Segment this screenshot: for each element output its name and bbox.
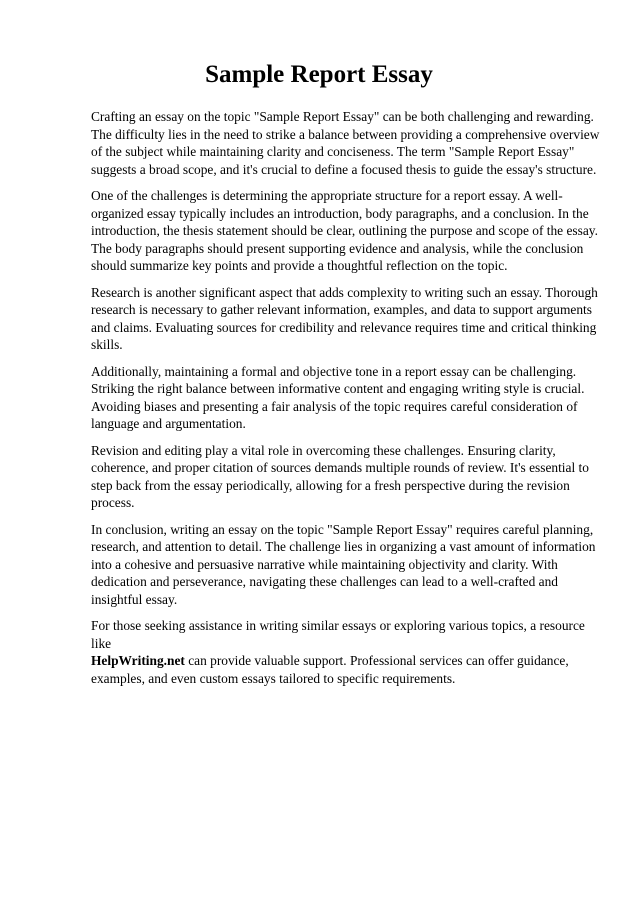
document-title: Sample Report Essay bbox=[205, 61, 433, 88]
paragraph-conclusion: In conclusion, writing an essay on the topic "Sample Report Essay" requires careful planning, research, and attention to detail. The challenge lies in organizing a vast amount of information into a cohesive and persuasive narrative while maintaining objectivity and clarity. With dedication and perseverance, navigating these challenges can lead to a well-crafted and insightful essay. bbox=[91, 521, 596, 607]
paragraph-tone: Additionally, maintaining a formal and objective tone in a report essay can be challenging. Striking the right balance between informative content and engaging writing style is crucial. Avoiding biases and presenting a fair analysis of the topic requires careful consideration of language and argumentation. bbox=[91, 363, 585, 431]
paragraph-structure: One of the challenges is determining the appropriate structure for a report essay. A well- organized essay typically includes an introduction, body paragraphs, and a conclusion. In the introduction, the thesis statement should be clear, outlining the purpose and scope of the essay. The body paragraphs should present supporting evidence and analysis, while the conclusion should summarize key points and provide a thoughtful reflection on the topic. bbox=[91, 188, 598, 273]
paragraph-intro: Crafting an essay on the topic "Sample Report Essay" can be both challenging and rewarding. The difficulty lies in the need to strike a balance between providing a comprehensive overview of the subject while maintaining clarity and conciseness. The term "Sample Report Essay" suggests a broad scope, and it's crucial to define a focused thesis to guide the essay's structure. bbox=[91, 109, 600, 177]
closing-text-after: can provide valuable support. Professional services can offer guidance, examples, and even custom essays tailored to specific requirements. bbox=[91, 653, 569, 686]
closing-text-before: For those seeking assistance in writing similar essays or exploring various topics, a resource like bbox=[91, 618, 585, 651]
document-body bbox=[91, 108, 603, 696]
brand-name: HelpWriting.net bbox=[91, 653, 185, 668]
paragraph-closing bbox=[91, 617, 603, 687]
paragraph-revision: Revision and editing play a vital role in overcoming these challenges. Ensuring clarity, coherence, and proper citation of sources demands multiple rounds of review. It's essential to step back from the essay periodically, allowing for a fresh perspective during the revision process. bbox=[91, 442, 589, 510]
paragraph-research: Research is another significant aspect that adds complexity to writing such an essay. Thorough research is necessary to gather relevant information, examples, and data to support arguments and claims. Evaluating sources for credibility and relevance requires time and critical thinking skills. bbox=[91, 284, 598, 352]
